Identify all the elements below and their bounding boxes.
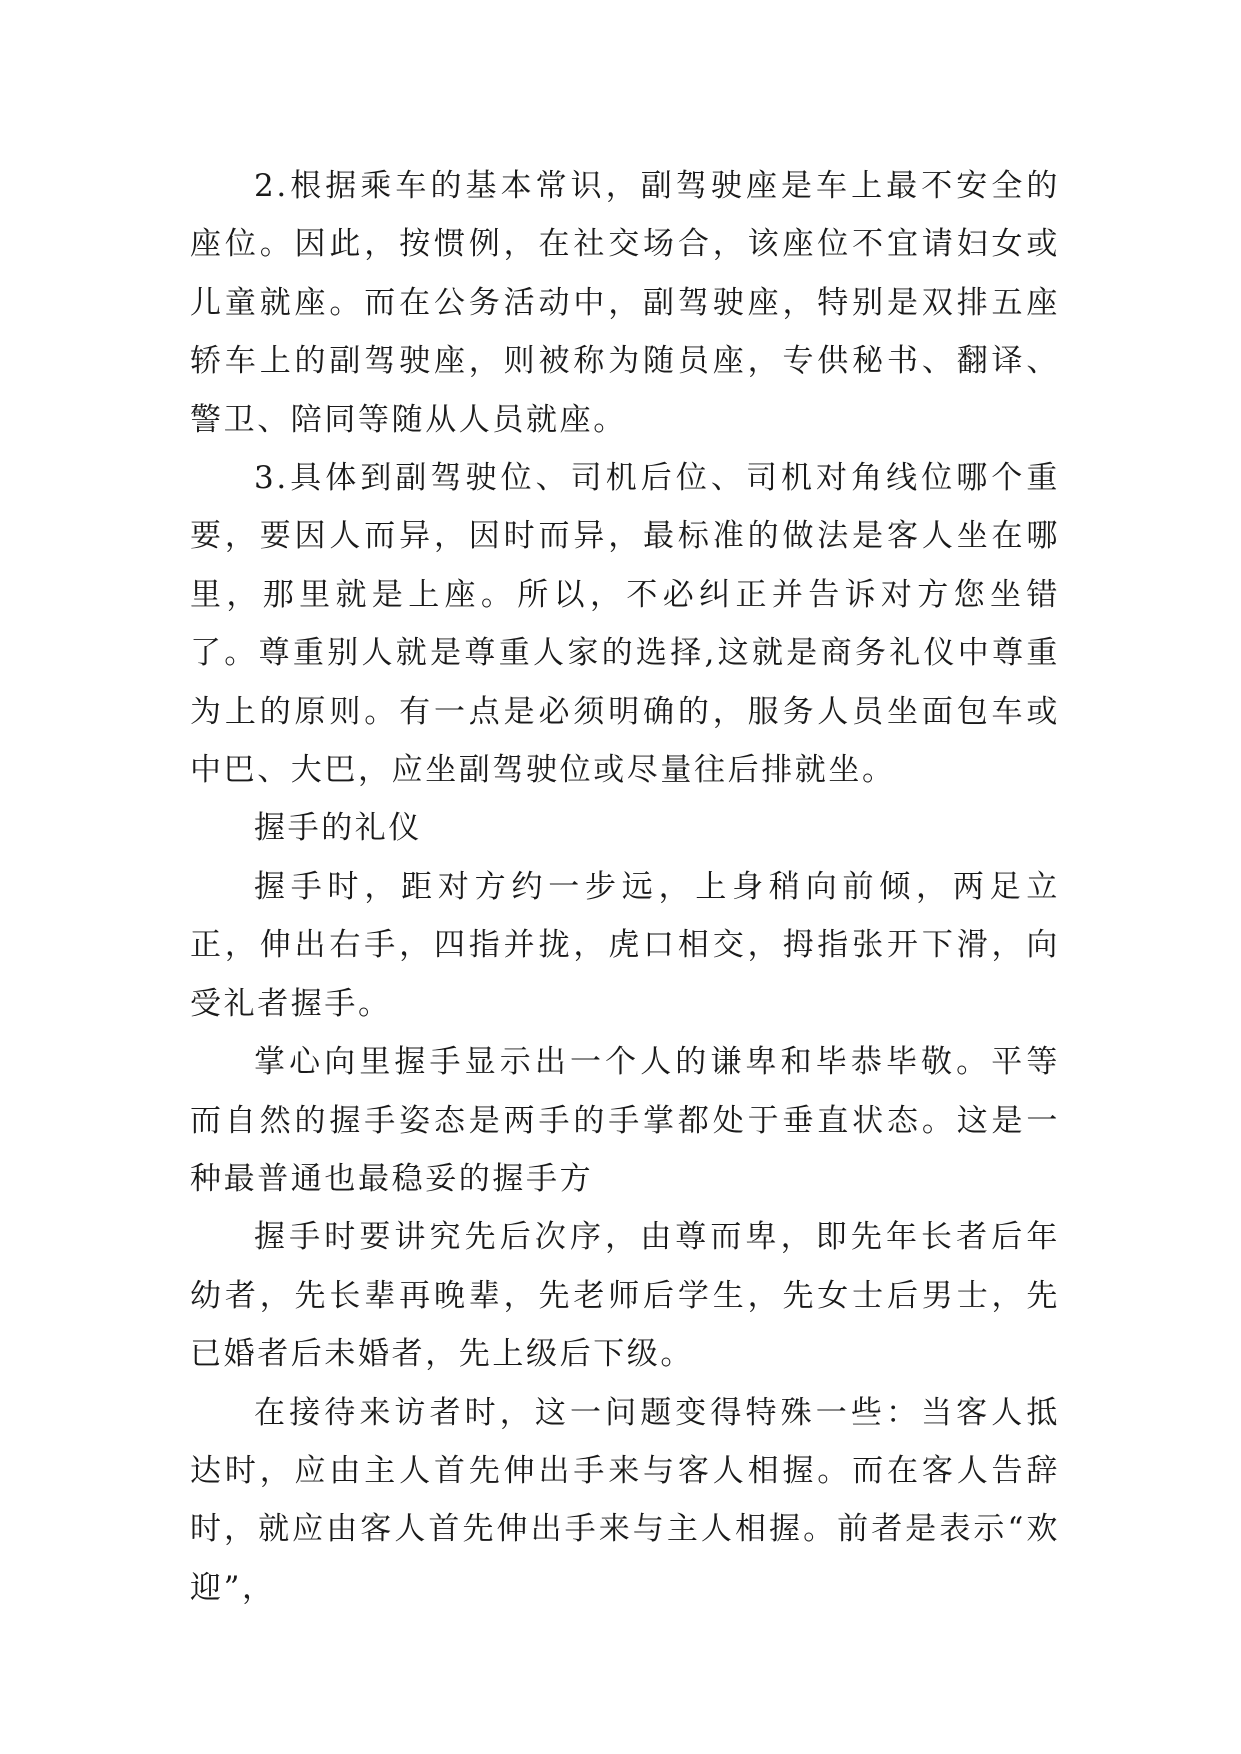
paragraph-handshake-palm: 掌心向里握手显示出一个人的谦卑和毕恭毕敬。平等而自然的握手姿态是两手的手掌都处于垂直状态。这是一种最普通也最稳妥的握手方 bbox=[190, 1044, 1060, 1197]
paragraph-handshake-posture: 握手时，距对方约一步远，上身稍向前倾，两足立正，伸出右手，四指并拢，虎口相交，拇指张开下滑，向受礼者握手。 bbox=[190, 868, 1060, 1022]
paragraph-seat-safety: 2.根据乘车的基本常识，副驾驶座是车上最不安全的座位。因此，按惯例，在社交场合，该座位不宜请妇女或儿童就座。而在公务活动中，副驾驶座，特别是双排五座轿车上的副驾驶座，则被称为随员座，专供秘书、翻译、警卫、陪同等随从人员就座。 bbox=[190, 168, 1060, 438]
paragraph-handshake-visitors: 在接待来访者时，这一问题变得特殊一些：当客人抵达时，应由主人首先伸出手来与客人相握。而在客人告辞时，就应由客人首先伸出手来与主人相握。前者是表示“欢迎”， bbox=[190, 1394, 1060, 1606]
section-heading-handshake: 握手的礼仪 bbox=[254, 810, 422, 847]
paragraph-seat-importance: 3.具体到副驾驶位、司机后位、司机对角线位哪个重要，要因人而异，因时而异，最标准的做法是客人坐在哪里，那里就是上座。所以，不必纠正并告诉对方您坐错了。尊重别人就是尊重人家的选择,这就是商务礼仪中尊重为上的原则。有一点是必须明确的，服务人员坐面包车或中巴、大巴，应坐副驾驶位或尽量往后排就坐。 bbox=[190, 460, 1060, 789]
paragraph-handshake-order: 握手时要讲究先后次序，由尊而卑，即先年长者后年幼者，先长辈再晚辈，先老师后学生，先女士后男士，先已婚者后未婚者，先上级后下级。 bbox=[190, 1219, 1060, 1373]
document-body bbox=[190, 157, 1060, 1617]
